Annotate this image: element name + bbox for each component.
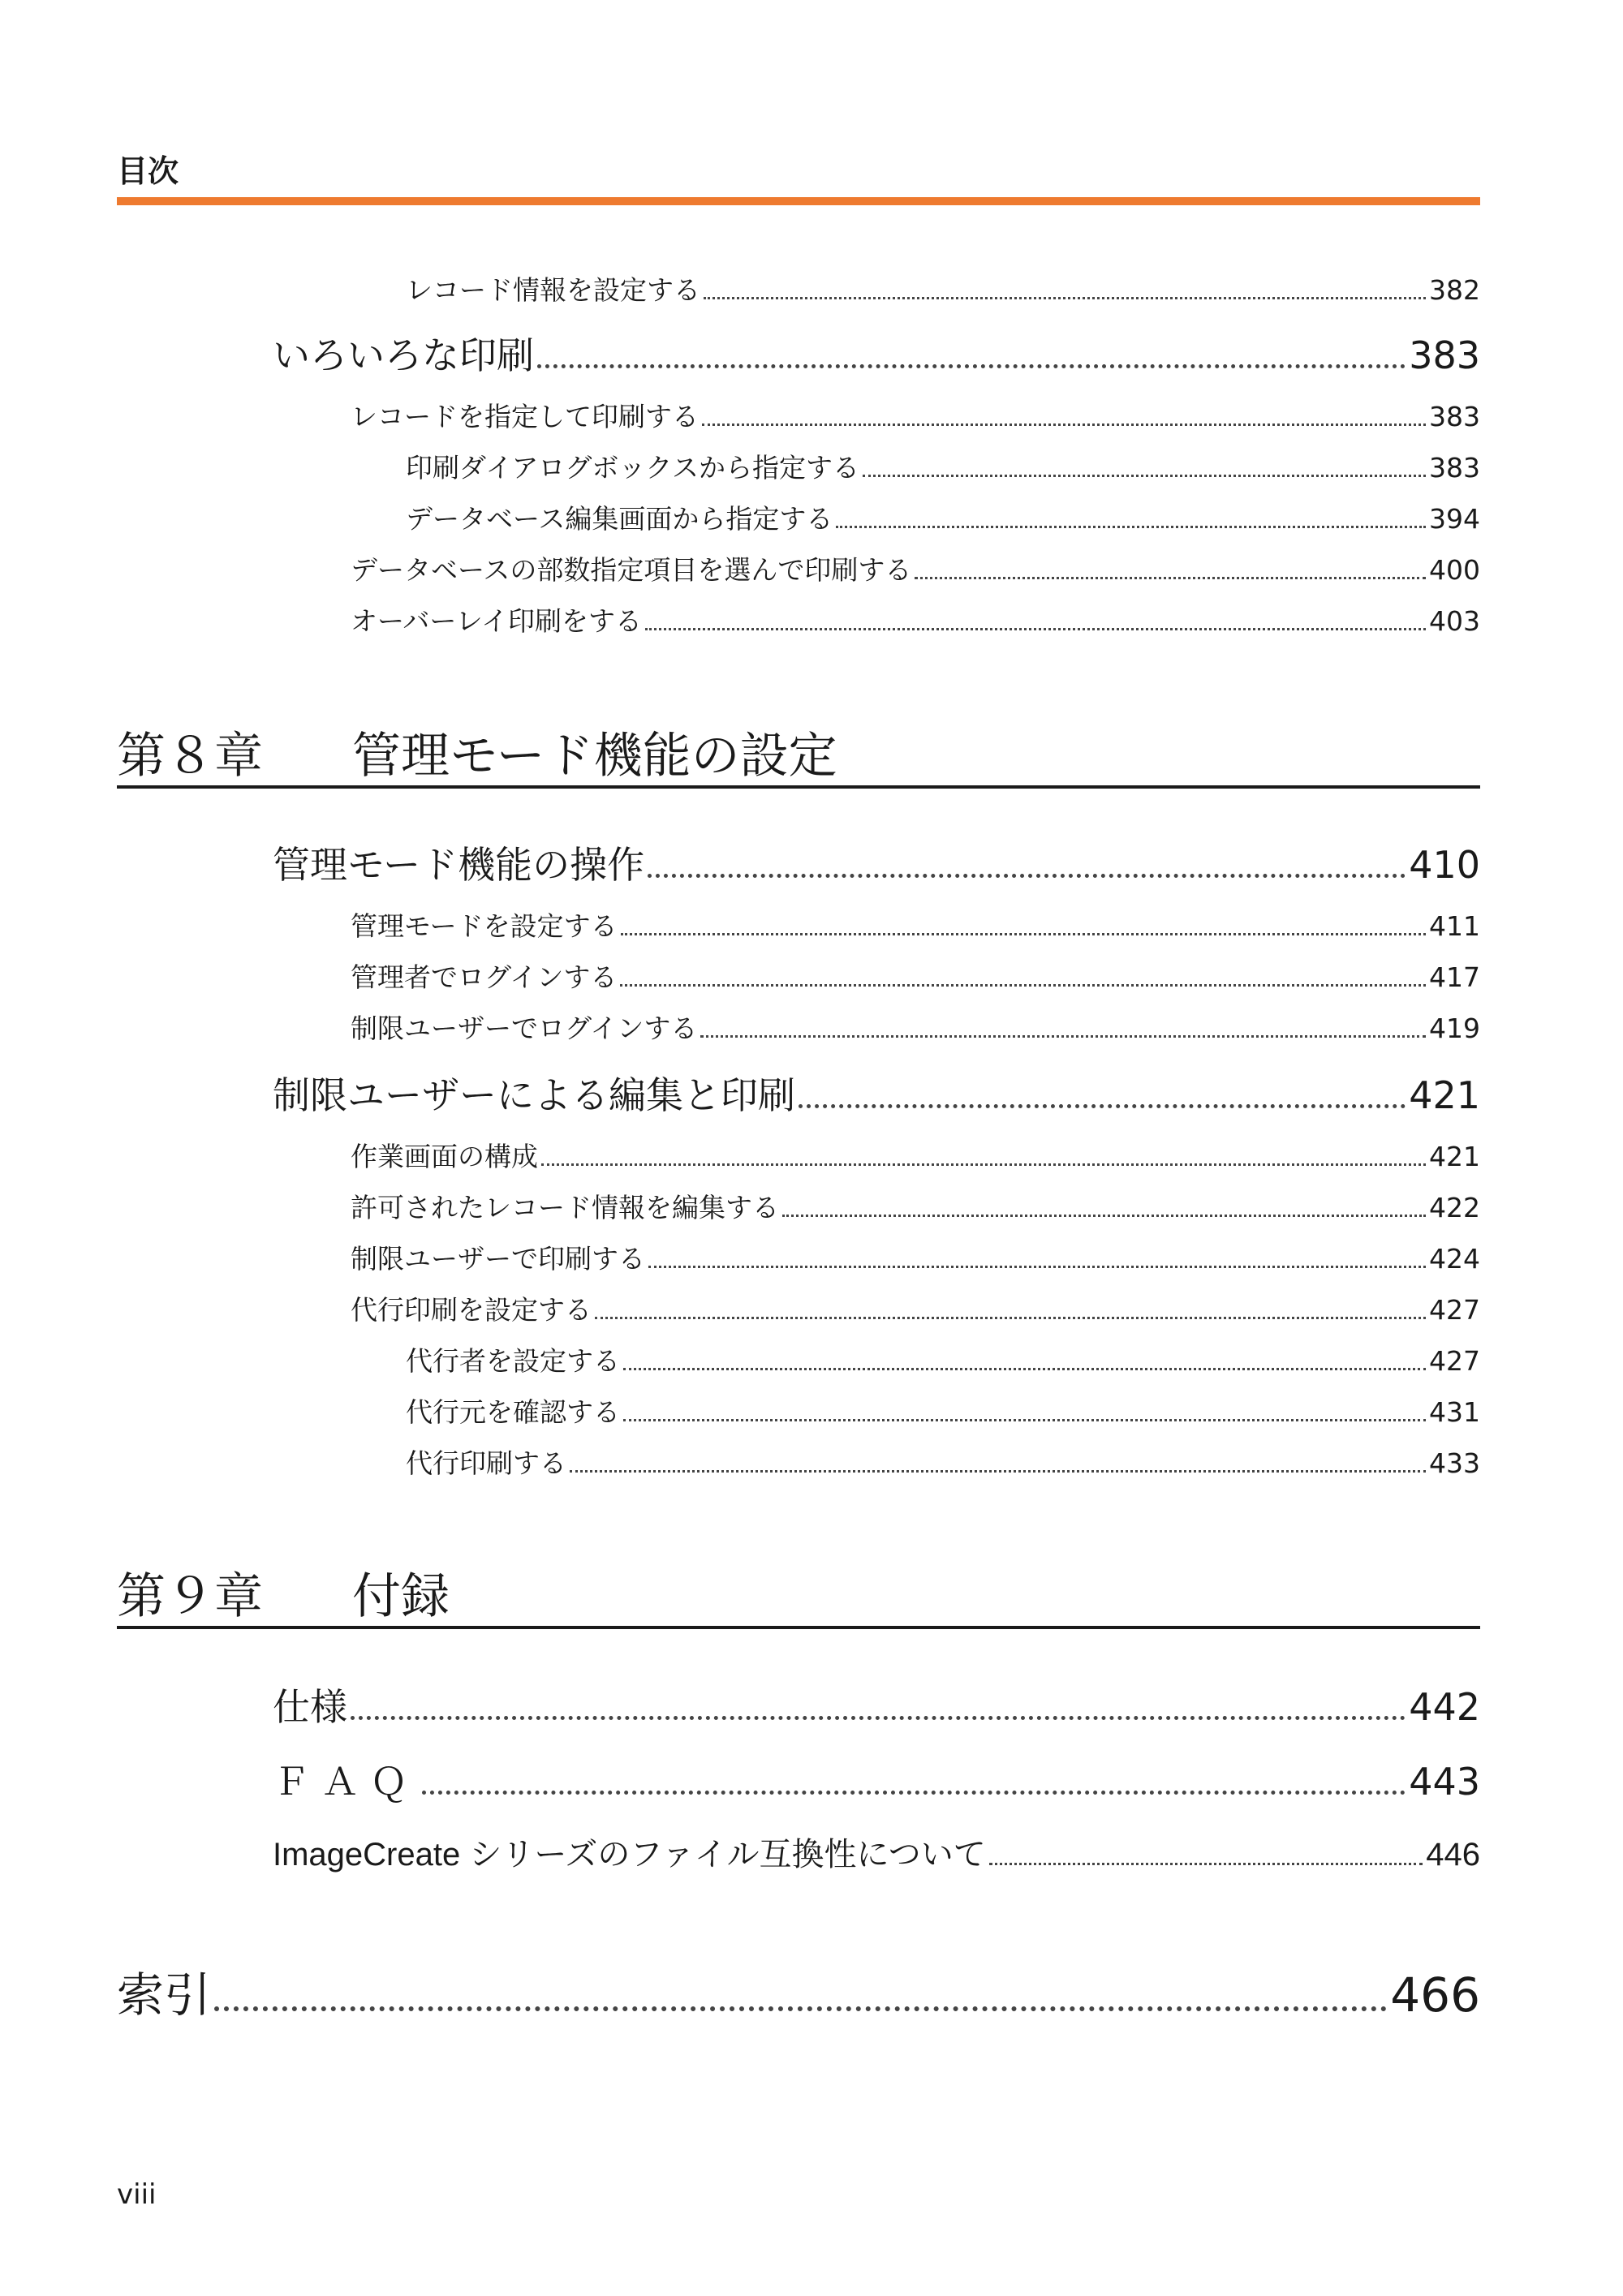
toc-entry-page: 394 bbox=[1429, 503, 1480, 535]
toc-entry-page: 431 bbox=[1429, 1396, 1480, 1428]
toc-entry[interactable] bbox=[351, 396, 1480, 434]
toc-entry-title: 管理者でログインする bbox=[351, 961, 618, 993]
toc-entry-title: 代行印刷する bbox=[406, 1447, 566, 1479]
header-rule bbox=[117, 197, 1480, 205]
toc-entry-title: 代行元を確認する bbox=[406, 1396, 620, 1428]
dot-leader bbox=[623, 1368, 1426, 1370]
dot-leader bbox=[836, 526, 1426, 528]
dot-leader bbox=[648, 874, 1406, 878]
toc-entry-page: 424 bbox=[1429, 1243, 1480, 1275]
toc-entry-page: 427 bbox=[1429, 1345, 1480, 1377]
toc-entry[interactable] bbox=[406, 1443, 1480, 1481]
toc-entry-title: レコードを指定して印刷する bbox=[351, 401, 699, 432]
toc-entry-page: 419 bbox=[1429, 1013, 1480, 1044]
dot-leader bbox=[915, 577, 1426, 579]
toc-entry-page: 383 bbox=[1429, 452, 1480, 484]
toc-entry-page: 443 bbox=[1409, 1760, 1480, 1804]
toc-entry-title: 許可されたレコード情報を編集する bbox=[351, 1192, 779, 1223]
dot-leader bbox=[620, 984, 1426, 987]
toc-entry[interactable] bbox=[351, 905, 1480, 944]
chapter-heading[interactable] bbox=[117, 1558, 1480, 1627]
toc-entry-title: 代行者を設定する bbox=[406, 1345, 620, 1377]
toc-entry-title: ＦＡＱ bbox=[273, 1760, 419, 1804]
toc-entry-title: レコード情報を設定する bbox=[406, 274, 700, 306]
toc-entry[interactable] bbox=[273, 1066, 1480, 1120]
toc-entry-page: 421 bbox=[1429, 1141, 1480, 1172]
dot-leader bbox=[595, 1317, 1426, 1319]
dot-leader bbox=[645, 628, 1426, 630]
toc-entry-page: 442 bbox=[1409, 1685, 1480, 1729]
toc-entry[interactable] bbox=[351, 1136, 1480, 1174]
toc-entry-title: 印刷ダイアログボックスから指定する bbox=[406, 452, 860, 484]
toc-entry-page: 446 bbox=[1426, 1837, 1480, 1872]
page-number: viii bbox=[117, 2178, 157, 2211]
dot-leader bbox=[570, 1470, 1426, 1473]
toc-entry[interactable] bbox=[273, 1829, 1480, 1875]
dot-leader bbox=[541, 1163, 1426, 1166]
toc-entry[interactable] bbox=[351, 1238, 1480, 1276]
toc-entry[interactable] bbox=[406, 447, 1480, 485]
toc-entry[interactable] bbox=[351, 600, 1480, 638]
toc-entry[interactable] bbox=[351, 1008, 1480, 1046]
toc-entry-page: 421 bbox=[1409, 1073, 1480, 1117]
dot-leader bbox=[782, 1215, 1426, 1217]
toc-entry[interactable] bbox=[406, 269, 1480, 307]
toc-entry-title: オーバーレイ印刷をする bbox=[351, 605, 643, 637]
toc-entry-title: 作業画面の構成 bbox=[351, 1141, 538, 1172]
toc-entry[interactable] bbox=[351, 957, 1480, 995]
dot-leader bbox=[351, 1716, 1406, 1720]
toc-entry-page: 382 bbox=[1429, 274, 1480, 306]
chapter-heading[interactable] bbox=[117, 717, 1480, 787]
toc-entry[interactable] bbox=[273, 326, 1480, 380]
dot-leader bbox=[214, 2006, 1387, 2011]
toc-entry[interactable] bbox=[273, 836, 1480, 889]
dot-leader bbox=[700, 1035, 1426, 1038]
toc-entry[interactable] bbox=[406, 1340, 1480, 1378]
toc-entry-page: 417 bbox=[1429, 961, 1480, 993]
toc-entry-title: 索引 bbox=[117, 1967, 212, 2023]
toc-entry-title: 管理モードを設定する bbox=[351, 910, 618, 942]
toc-entry-page: 422 bbox=[1429, 1192, 1480, 1223]
toc-entry-index[interactable] bbox=[117, 1957, 1480, 2025]
chapter-number: 第８章 bbox=[117, 728, 263, 785]
toc-entry-page: 410 bbox=[1409, 843, 1480, 887]
dot-leader bbox=[537, 364, 1406, 368]
dot-leader bbox=[648, 1266, 1426, 1268]
dot-leader bbox=[623, 1419, 1426, 1421]
toc-entry[interactable] bbox=[406, 498, 1480, 536]
chapter-rule bbox=[117, 785, 1480, 789]
toc-entry-title: データベースの部数指定項目を選んで印刷する bbox=[351, 554, 912, 586]
dot-leader bbox=[422, 1791, 1406, 1795]
toc-entry-page: 383 bbox=[1409, 333, 1480, 377]
chapter-title: 付録 bbox=[352, 1568, 450, 1625]
toc-entry-title: 制限ユーザーによる編集と印刷 bbox=[273, 1073, 795, 1117]
toc-entry-page: 411 bbox=[1429, 910, 1480, 942]
toc-entry-page: 466 bbox=[1390, 1967, 1480, 2023]
toc-entry-page: 427 bbox=[1429, 1294, 1480, 1326]
dot-leader bbox=[799, 1104, 1406, 1108]
dot-leader bbox=[989, 1863, 1423, 1865]
toc-entry-title: ImageCreate シリーズのファイル互換性について bbox=[273, 1837, 986, 1872]
toc-entry-title: いろいろな印刷 bbox=[273, 333, 534, 377]
toc-entry-title: 管理モード機能の操作 bbox=[273, 843, 645, 887]
toc-entry-title: データベース編集画面から指定する bbox=[406, 503, 833, 535]
toc-entry[interactable] bbox=[273, 1752, 1480, 1806]
toc-entry[interactable] bbox=[351, 549, 1480, 587]
toc-entry[interactable] bbox=[406, 1391, 1480, 1430]
dot-leader bbox=[702, 424, 1426, 426]
toc-entry-title: 制限ユーザーでログインする bbox=[351, 1013, 698, 1044]
toc-entry[interactable] bbox=[351, 1289, 1480, 1327]
toc-entry-title: 制限ユーザーで印刷する bbox=[351, 1243, 645, 1275]
toc-entry-page: 400 bbox=[1429, 554, 1480, 586]
chapter-number: 第９章 bbox=[117, 1568, 263, 1625]
toc-entry[interactable] bbox=[351, 1187, 1480, 1225]
dot-leader bbox=[863, 475, 1426, 477]
toc-entry-page: 403 bbox=[1429, 605, 1480, 637]
dot-leader bbox=[621, 933, 1426, 935]
header-title: 目次 bbox=[117, 153, 179, 189]
toc-entry-page: 433 bbox=[1429, 1447, 1480, 1479]
dot-leader bbox=[704, 297, 1426, 299]
toc-entry-title: 仕様 bbox=[273, 1685, 347, 1729]
toc-entry-page: 383 bbox=[1429, 401, 1480, 432]
toc-entry[interactable] bbox=[273, 1678, 1480, 1731]
chapter-title: 管理モード機能の設定 bbox=[352, 728, 837, 785]
chapter-rule bbox=[117, 1626, 1480, 1629]
toc-entry-title: 代行印刷を設定する bbox=[351, 1294, 592, 1326]
